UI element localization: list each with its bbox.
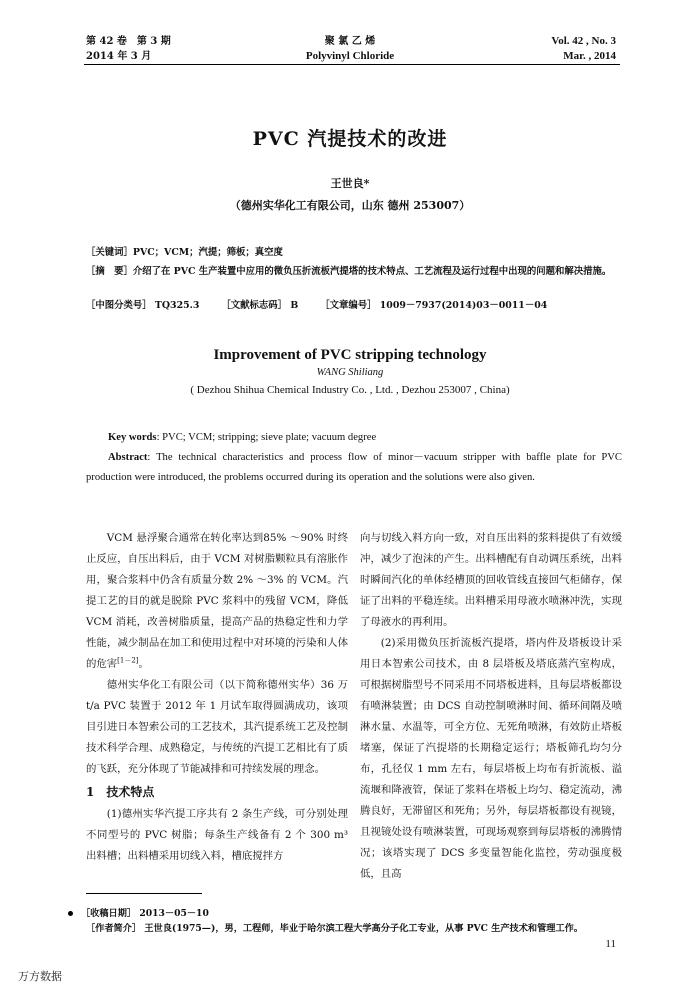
clc-number: ［中图分类号］ TQ325.3 xyxy=(86,300,200,311)
footnote-received: ［收稿日期］ 2013－05－10 xyxy=(86,906,626,921)
section-heading-1: 1 技术特点 xyxy=(86,785,155,799)
abstract-en xyxy=(86,448,622,488)
header-journal-en: Polyvinyl Chloride xyxy=(305,50,395,62)
keywords-en xyxy=(86,428,644,448)
abstract-cn xyxy=(86,264,622,280)
keywords-en-label: Key words xyxy=(108,432,157,443)
abstract-en-text: : The technical characteristics and process flow of minor－vacuum stripper with baffle plate for PVC production were introduced, the problems occurred during its operation and the solutions were also given. xyxy=(86,452,622,483)
watermark: 万方数据 xyxy=(18,970,62,983)
body-column-left xyxy=(86,528,348,867)
article-title-cn: PVC 汽提技术的改进 xyxy=(252,128,448,150)
paragraph-intro: VCM 悬浮聚合通常在转化率达到85% ～90% 时终止反应，自压出料后，由于 VCM 对树脂颗粒具有溶胀作用，聚合浆料中仍含有质量分数 2% ～3% 的 VCM。汽提工艺的目的就是脱除 PVC 浆料中的残留 VCM，降低 VCM 消耗，改善树脂质量，提高产品的热稳定性和力学性能，减少制品在加工和使用过程中对环境的污染和人体的危害[1－2]。 xyxy=(86,532,348,670)
paragraph-company: 德州实华化工有限公司（以下简称德州实华）36 万 t/a PVC 装置于 2012 年 1 月试车取得圆满成功，该项目引进日本智索公司的工艺技术，其汽提系统工艺及控制技术科学合理、成熟稳定，与传统的汽提工艺相比有了质的飞跃，充分体现了节能减排和可持续发展的理念。 xyxy=(86,679,348,775)
page-number: 11 xyxy=(605,938,616,950)
header-date-en: Mar. , 2014 xyxy=(563,50,616,62)
header-journal-cn: 聚 氯 乙 烯 xyxy=(324,36,376,47)
keywords-cn-label: ［关键词］ xyxy=(86,247,133,258)
header-rule xyxy=(84,64,620,65)
header-volume-en: Vol. 42 , No. 3 xyxy=(551,35,616,47)
paragraph-feature-1-cont: 向与切线入料方向一致，对自压出料的浆料提供了有效缓冲，减少了泡沫的产生。出料槽配有自动调压系统，出料时瞬间汽化的单体经槽顶的回收管线直接回气柜储存，保证了出料的平稳连续。出料槽采用母液水喷淋冲洗，实现了母液水的再利用。 xyxy=(360,532,622,628)
body-column-right xyxy=(360,528,622,885)
keywords-cn xyxy=(86,245,622,261)
paragraph-feature-2: (2)采用微负压折流板汽提塔，塔内件及塔板设计采用日本智索公司技术，由 8 层塔板及塔底蒸汽室构成，可根据树脂型号不同采用不同塔板进料，且每层塔板都设有喷淋装置；由 DCS 自动控制喷淋时间、循环间隔及喷淋水量、水温等，可全方位、无死角喷淋，有效防止塔板堵塞，保证了汽提塔的长期稳定运行；塔板筛孔均匀分布，孔径仅 1 mm 左右，每层塔板上均布有折流板、溢流堰和降液管，保证了浆料在塔板上均匀、稳定流动，沸腾良好，无滞留区和死角；另外，每层塔板都设有视镜，且视镜处设有喷淋装置，可现场观察到每层塔板的沸腾情况；该塔实现了 DCS 多变量智能化监控，劳动强度极低，且高 xyxy=(360,637,622,880)
abstract-cn-text: 介绍了在 PVC 生产装置中应用的微负压折流板汽提塔的技术特点、工艺流程及运行过程中出现的问题和解决措施。 xyxy=(132,266,612,277)
article-title-en: Improvement of PVC stripping technology xyxy=(213,347,487,363)
affiliation-en: ( Dezhou Shihua Chemical Industry Co. , Ltd. , Dezhou 253007 , China) xyxy=(190,384,510,396)
affiliation-cn: （德州实华化工有限公司，山东 德州 253007） xyxy=(229,199,471,212)
citation-ref: [1－2] xyxy=(117,656,139,665)
bullet-icon xyxy=(68,911,73,916)
header-volume-cn: 第 42 卷 第 3 期 xyxy=(86,36,171,47)
abstract-cn-label: ［摘 要］ xyxy=(86,266,133,277)
abstract-en-label: Abstract xyxy=(108,452,148,463)
author-en: WANG Shiliang xyxy=(316,367,384,378)
keywords-en-text: : PVC; VCM; stripping; sieve plate; vacuum degree xyxy=(156,432,377,443)
keywords-cn-text: PVC；VCM；汽提；筛板；真空度 xyxy=(132,247,283,258)
header-date-cn: 2014 年 3 月 xyxy=(86,51,152,62)
author-cn: 王世良* xyxy=(330,177,370,190)
header-right xyxy=(551,34,616,64)
article-number: ［文章编号］ 1009－7937(2014)03－0011－04 xyxy=(320,300,548,311)
document-code: ［文献标志码］ B xyxy=(221,300,299,311)
footnote-rule xyxy=(86,893,202,894)
paragraph-feature-1: (1)德州实华汽提工序共有 2 条生产线，可分别处理不同型号的 PVC 树脂；每条生产线备有 2 个 300 m³ 出料槽；出料槽采用切线入料，槽底搅拌方 xyxy=(86,808,348,862)
footnote-author-bio: ［作者简介］ 王世良(1975—)，男，工程师，毕业于哈尔滨工程大学高分子化工专业，从事 PVC 生产技术和管理工作。 xyxy=(86,923,584,934)
classification-line xyxy=(86,298,622,314)
